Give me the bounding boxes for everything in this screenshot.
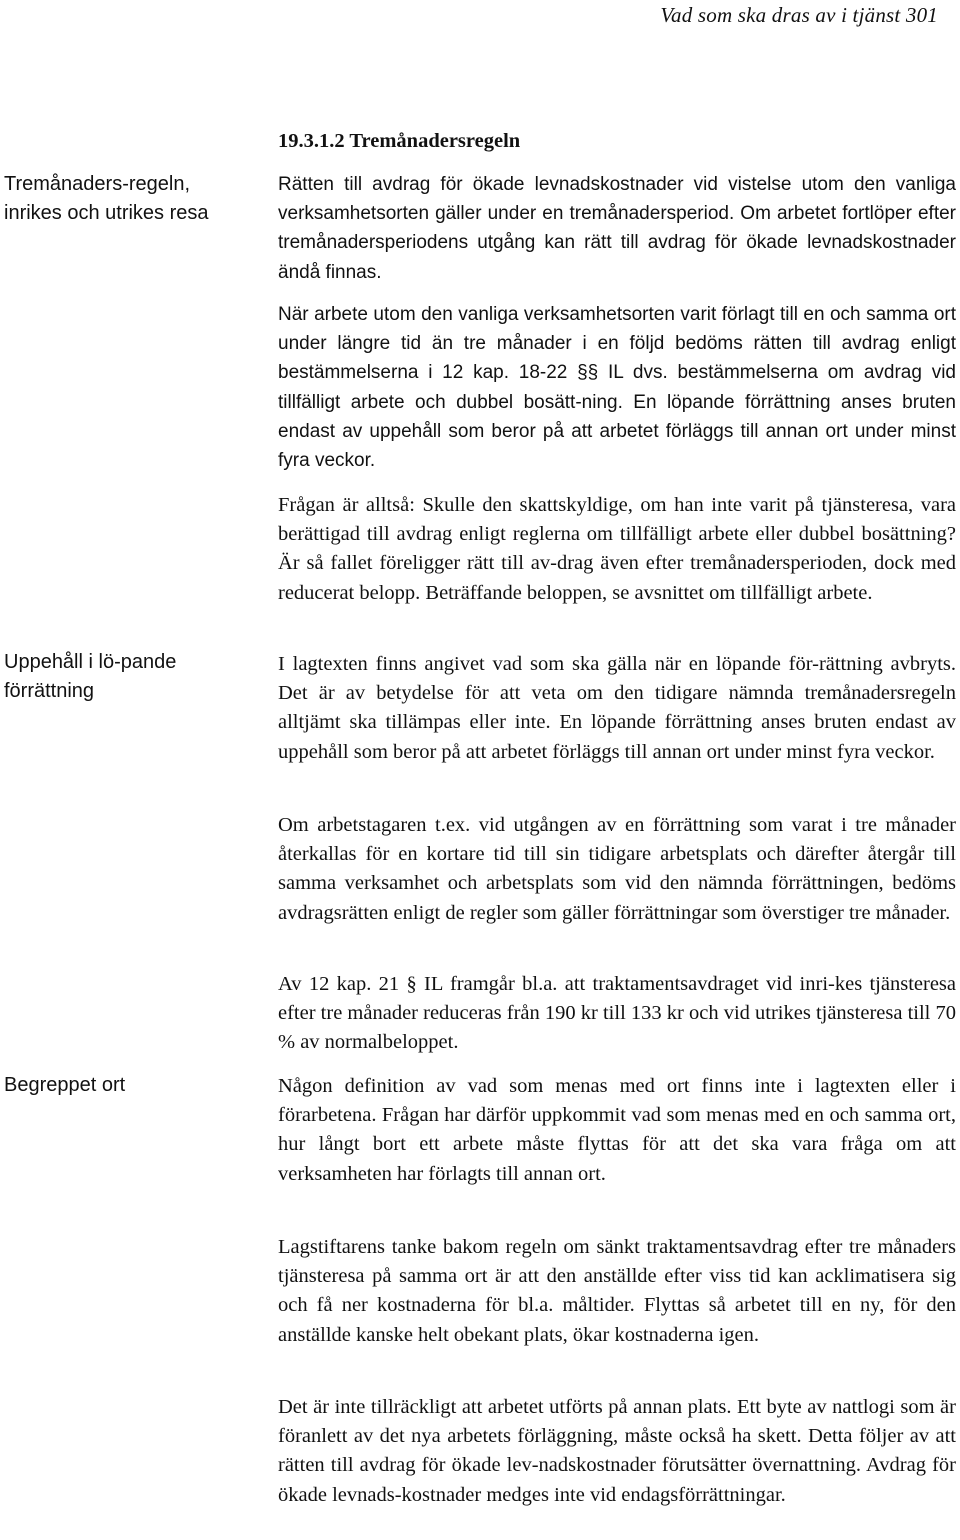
paragraph-5: Om arbetstagaren t.ex. vid utgången av en förrättning som varat i tre månader återkallas för en kortare tid till sin tidigare arbetsplats och därefter återgår till samma verksamhet och arbetsplats som vid den nämnda förrättningen, bedöms avdragsrätten enligt de regler som gäller förrättningar som överstiger tre månader. xyxy=(278,814,956,924)
running-head: Vad som ska dras av i tjänst 301 xyxy=(660,3,938,27)
paragraph-7: Någon definition av vad som menas med ort finns inte i lagtexten eller i förarbetena. Frågan har därför uppkommit vad som menas med en och samma ort, hur långt bort ett arbete måste flyttas för att det ska vara fråga om att verksamheten har förlagts till annan ort. xyxy=(278,1075,956,1185)
paragraph-9: Det är inte tillräckligt att arbetet utförts på annan plats. Ett byte av nattlogi som är föranlett av det nya arbetets förläggning, måste också ha skett. Detta följer av att rätten till avdrag för ökade lev-nadskostnader förutsätter övernattning. Avdrag för ökade levnads-kostnader medges inte vid endagsförrättningar. xyxy=(278,1396,956,1506)
paragraph-4: I lagtexten finns angivet vad som ska gälla när en löpande för-rättning avbryts. Det är av betydelse för att veta om den tidigare nämnda tremånadersregeln alltjämt ska tillämpas eller inte. En löpande förrättning anses bruten endast av uppehåll som beror på att arbetet förläggs till annan ort under minst fyra veckor. xyxy=(278,653,956,763)
paragraph-8: Lagstiftarens tanke bakom regeln om sänkt traktamentsavdrag efter tre månaders tjänsteresa på samma ort är att den anställde efter viss tid kan acklimatisera sig och få ner kostnaderna för bl.a. måltider. Flyttas så arbetet till en ny, för den anställde kanske helt obekant plats, ökar kostnaderna igen. xyxy=(278,1236,956,1346)
paragraph-1: Rätten till avdrag för ökade levnadskostnader vid vistelse utom den vanliga verksamhetsorten gäller under en tremånadersperiod. Om arbetet fortlöper efter tremånadersperiodens utgång kan rätt till avdrag för ökade levnadskostnader ändå finnas. xyxy=(278,174,956,283)
section-heading: 19.3.1.2 Tremånadersregeln xyxy=(278,130,521,152)
paragraph-6: Av 12 kap. 21 § IL framgår bl.a. att traktamentsavdraget vid inri-kes tjänsteresa efter tre månader reduceras från 190 kr till 133 kr och vid utrikes tjänsteresa till 70 % av normalbeloppet. xyxy=(278,973,956,1054)
paragraph-3: Frågan är alltså: Skulle den skattskyldige, om han inte varit på tjänsteresa, vara berättigad till avdrag enligt reglerna om tillfälligt arbete eller dubbel bosättning? Är så fallet föreligger rätt till av-drag även efter tremånadersperioden, dock med reducerat belopp. Beträffande beloppen, se avsnittet om tillfälligt arbete. xyxy=(278,494,956,604)
margin-note-tremanadersregeln: Tremånaders-regeln, inrikes och utrikes resa xyxy=(4,173,209,224)
margin-note-begreppet-ort: Begreppet ort xyxy=(4,1074,126,1096)
paragraph-2: När arbete utom den vanliga verksamhetsorten varit förlagt till en och samma ort under längre tid än tre månader i en följd bedöms rätten till avdrag enligt bestämmelserna i 12 kap. 18-22 §§ IL dvs. bestämmelserna om avdrag vid tillfälligt arbete och dubbel bosätt-ning. En löpande förrättning anses bruten endast av uppehåll som beror på att arbetet förläggs till annan ort under minst fyra veckor. xyxy=(278,304,956,472)
margin-note-uppehall: Uppehåll i lö-pande förrättning xyxy=(4,651,177,702)
body-column xyxy=(278,0,956,1540)
